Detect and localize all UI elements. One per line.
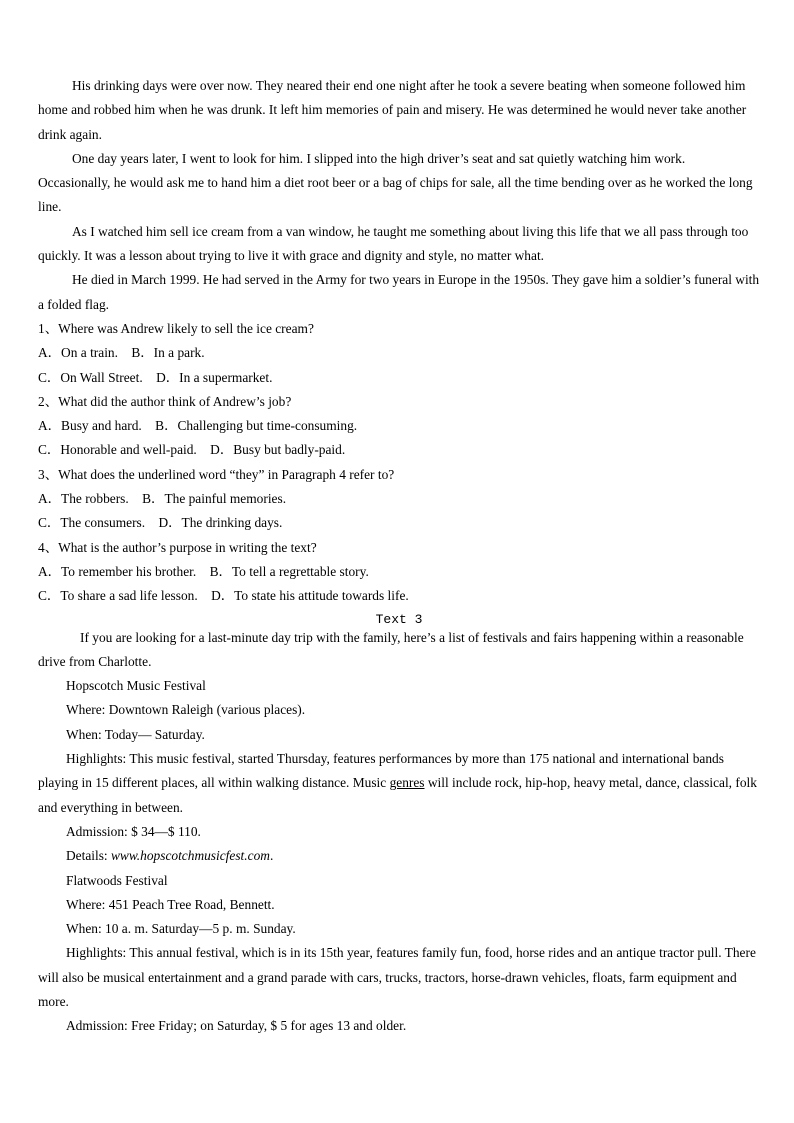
section-heading: Text 3 xyxy=(375,611,423,627)
question-1: 1、Where was Andrew likely to sell the ice cream? xyxy=(38,320,314,336)
question-2: 2、What did the author think of Andrew’s job? xyxy=(38,393,292,409)
options-ab: A．The robbers. B．The painful memories. xyxy=(38,491,287,507)
festival-where: Where: 451 Peach Tree Road, Bennett. xyxy=(66,896,275,912)
festival-highlights: Highlights: This annual festival, which is in its 15th year, features family fun, food, horse rides and an antique tractor pull. There will also be musical entertainment and a grand parade with cars, trucks, tractors, horse-drawn vehicles, floats, farm equipment and more. xyxy=(38,945,756,1009)
festival-details xyxy=(38,844,760,868)
festival-name: Flatwoods Festival xyxy=(66,872,168,888)
festival-highlights xyxy=(38,747,760,820)
options-cd: C．On Wall Street. D．In a supermarket. xyxy=(38,369,273,385)
underlined-word: genres xyxy=(389,775,425,791)
details-end: . xyxy=(269,848,274,864)
document-page xyxy=(38,74,760,1039)
festival-admission: Admission: Free Friday; on Saturday, $ 5 for ages 13 and older. xyxy=(66,1018,407,1034)
options-cd: C．To share a sad life lesson. D．To state his attitude towards life. xyxy=(38,588,409,604)
details-label: Details: xyxy=(66,848,111,864)
festival-when: When: 10 a. m. Saturday—5 p. m. Sunday. xyxy=(66,921,296,937)
festival-name: Hopscotch Music Festival xyxy=(66,678,206,694)
details-url: www.hopscotchmusicfest.com xyxy=(111,848,270,864)
options-ab: A．To remember his brother. B．To tell a regrettable story. xyxy=(38,563,369,579)
festival-where: Where: Downtown Raleigh (various places). xyxy=(66,702,306,718)
festival-admission: Admission: $ 34—$ 110. xyxy=(66,823,201,839)
paragraph: His drinking days were over now. They neared their end one night after he took a severe beating when someone followed him home and robbed him when he was drunk. It left him memories of pain and misery. He was determined he would never take another drink again. xyxy=(38,78,747,142)
options-cd: C．The consumers. D．The drinking days. xyxy=(38,515,283,531)
intro-paragraph: If you are looking for a last-minute day trip with the family, here’s a list of festivals and fairs happening within a reasonable drive from Charlotte. xyxy=(38,629,744,669)
paragraph: He died in March 1999. He had served in the Army for two years in Europe in the 1950s. They gave him a soldier’s funeral with a folded flag. xyxy=(38,272,760,312)
options-ab: A．On a train. B．In a park. xyxy=(38,345,205,361)
question-4: 4、What is the author’s purpose in writing the text? xyxy=(38,539,317,555)
question-3: 3、What does the underlined word “they” in Paragraph 4 refer to? xyxy=(38,466,395,482)
highlights-text: Highlights: This music festival, started Thursday, features performances by more than 175 national and international bands playing in 15 different places, all within walking distance. Music xyxy=(38,751,724,791)
festival-when: When: Today— Saturday. xyxy=(66,726,205,742)
options-cd: C．Honorable and well-paid. D．Busy but badly-paid. xyxy=(38,442,346,458)
highlights-text: will include rock, hip-hop, heavy metal, dance, classical, folk and everything in between. xyxy=(38,775,757,815)
paragraph: One day years later, I went to look for him. I slipped into the high driver’s seat and sat quietly watching him work. Occasionally, he would ask me to hand him a diet root beer or a bag of chips for sale, all the time bending over as he worked the long line. xyxy=(38,150,753,215)
paragraph: As I watched him sell ice cream from a van window, he taught me something about living this life that we all pass through too quickly. It was a lesson about trying to live it with grace and dignity and style, no matter what. xyxy=(38,223,749,264)
options-ab: A．Busy and hard. B．Challenging but time-consuming. xyxy=(38,418,358,434)
